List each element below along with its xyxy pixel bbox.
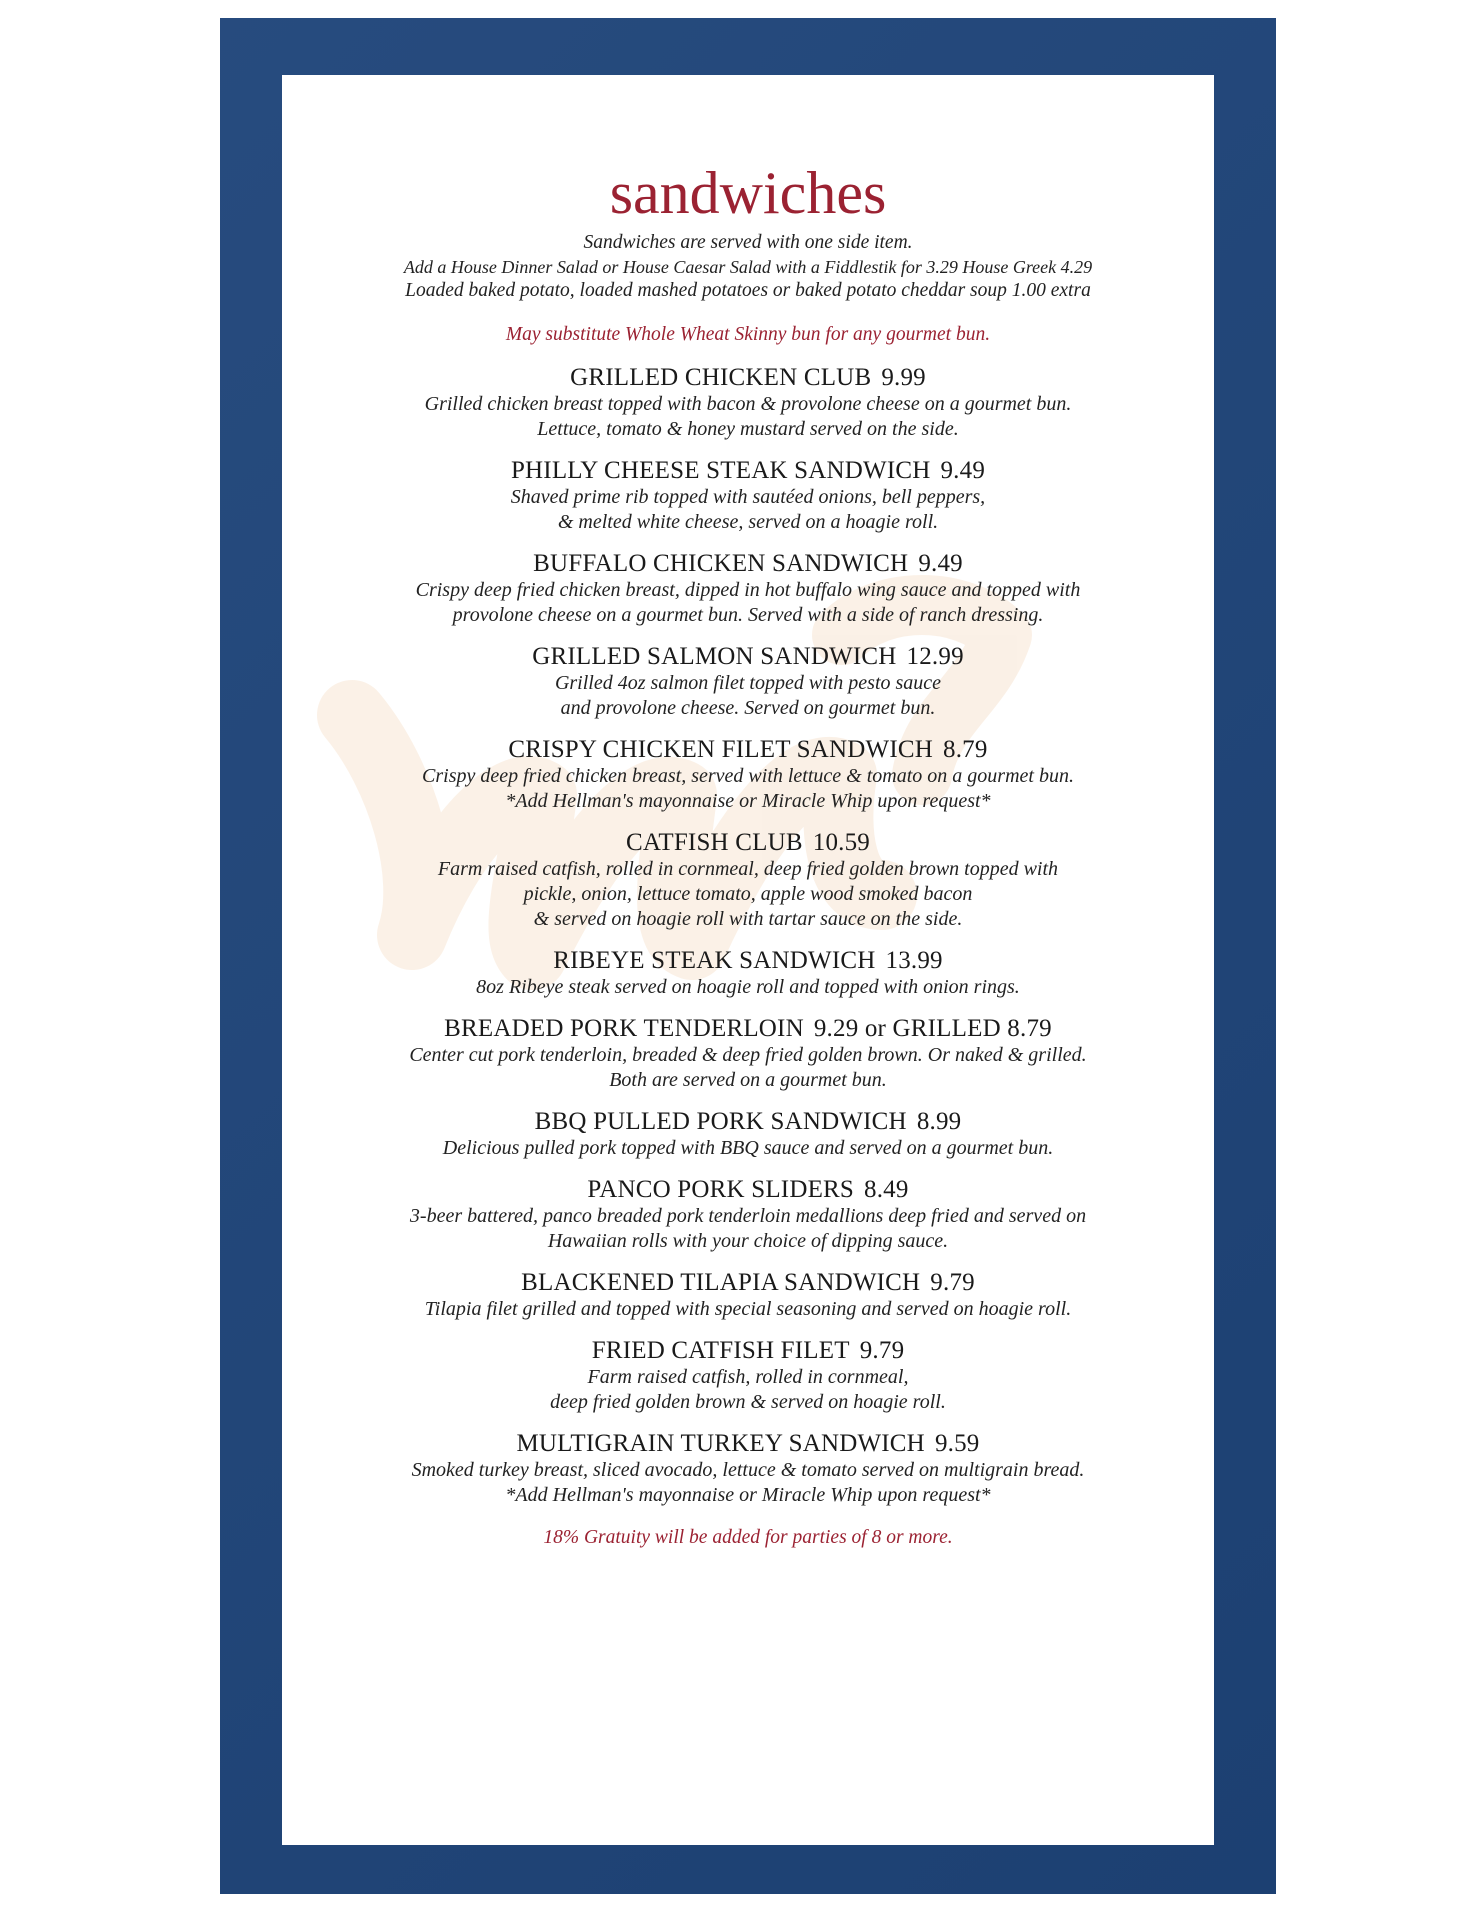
menu-item-price: 9.99 [881,364,926,391]
menu-item-name: CATFISH CLUB [626,829,803,856]
menu-item-name: BREADED PORK TENDERLOIN [444,1015,804,1042]
menu-item [282,1014,1214,1093]
menu-item-description: Tilapia filet grilled and topped with special seasoning and served on hoagie roll. [424,1298,1072,1320]
gratuity-note: 18% Gratuity will be added for parties of 8 or more. [543,1527,953,1548]
menu-item-description: 3-beer battered, panco breaded pork tenderloin medallions deep fried and served on [409,1205,1087,1227]
menu-item-description: *Add Hellman's mayonnaise or Miracle Whip upon request* [505,790,991,812]
menu-item [282,363,1214,442]
intro-potato-extra: Loaded baked potato, loaded mashed potatoes or baked potato cheddar soup 1.00 extra [405,280,1091,301]
menu-item-price: 9.59 [934,1430,980,1457]
menu-item-name: GRILLED CHICKEN CLUB [570,364,872,391]
intro-side-item: Sandwiches are served with one side item. [583,232,913,253]
menu-item-description: pickle, onion, lettuce tomato, apple wood smoked bacon [523,883,973,905]
menu-item [282,456,1214,535]
menu-item-name: PANCO PORK SLIDERS [587,1176,855,1203]
menu-item-heading [282,456,1214,485]
menu-item-price: 13.99 [885,947,943,974]
menu-item-heading [282,642,1214,671]
menu-page [282,75,1214,1845]
menu-item-heading [282,1107,1214,1136]
menu-item-description: & melted white cheese, served on a hoagie roll. [557,511,939,533]
menu-item-price: 12.99 [906,643,964,670]
menu-item-description: Crispy deep fried chicken breast, dipped in hot buffalo wing sauce and topped with [415,579,1081,601]
menu-item-description: Smoked turkey breast, sliced avocado, lettuce & tomato served on multigrain bread. [411,1459,1085,1481]
menu-item-description: Lettuce, tomato & honey mustard served on the side. [537,418,959,440]
menu-item-description: Center cut pork tenderloin, breaded & deep fried golden brown. Or naked & grilled. [409,1044,1087,1066]
menu-item [282,946,1214,1000]
menu-item-name: GRILLED SALMON SANDWICH [532,643,897,670]
intro-salad-addon: Add a House Dinner Salad or House Caesar Salad with a Fiddlestik for 3.29 House Greek 4.29 [403,257,1093,277]
menu-item-heading [282,735,1214,764]
menu-item-heading [282,946,1214,975]
menu-item-price: 9.49 [918,550,963,577]
menu-item-name: CRISPY CHICKEN FILET SANDWICH [508,736,933,763]
menu-item-description: Delicious pulled pork topped with BBQ sauce and served on a gourmet bun. [442,1137,1054,1159]
menu-item-description: & served on hoagie roll with tartar sauce on the side. [533,908,963,930]
menu-item-description: Crispy deep fried chicken breast, served with lettuce & tomato on a gourmet bun. [422,765,1074,787]
menu-item-price: 8.99 [916,1108,962,1135]
menu-item-price: 9.49 [940,457,986,484]
menu-item-description: Both are served on a gourmet bun. [609,1069,887,1091]
menu-item-name: RIBEYE STEAK SANDWICH [553,947,876,974]
menu-item [282,1336,1214,1415]
menu-item-price: 9.79 [859,1337,905,1364]
substitute-bun-note: May substitute Whole Wheat Skinny bun for any gourmet bun. [505,324,991,345]
menu-item-name: BUFFALO CHICKEN SANDWICH [533,550,909,577]
menu-item [282,642,1214,721]
menu-title: sandwiches [609,160,887,226]
menu-item-price: 10.59 [812,829,870,856]
menu-item-description: 8oz Ribeye steak served on hoagie roll and topped with onion rings. [476,976,1020,998]
menu-item-description: Hawaiian rolls with your choice of dipping sauce. [547,1230,949,1252]
menu-item-description: deep fried golden brown & served on hoagie roll. [550,1391,946,1413]
menu-item [282,1429,1214,1508]
menu-item [282,549,1214,628]
menu-item-description: Shaved prime rib topped with sautéed onions, bell peppers, [510,486,986,508]
menu-item-name: FRIED CATFISH FILET [591,1337,850,1364]
menu-item-price: 9.29 or GRILLED 8.79 [813,1015,1052,1042]
menu-item-name: MULTIGRAIN TURKEY SANDWICH [516,1430,925,1457]
menu-item-heading [282,828,1214,857]
sandwich-list [282,363,1214,1508]
menu-item-name: PHILLY CHEESE STEAK SANDWICH [510,457,931,484]
menu-item-price: 8.79 [943,736,988,763]
menu-item-heading [282,549,1214,578]
menu-item [282,1268,1214,1322]
menu-item-price: 8.49 [864,1176,909,1203]
menu-item-heading [282,1268,1214,1297]
menu-item [282,1175,1214,1254]
menu-item [282,1107,1214,1161]
menu-item-heading [282,1429,1214,1458]
menu-item-description: Farm raised catfish, rolled in cornmeal, [587,1366,909,1388]
menu-item-heading [282,363,1214,392]
menu-item-description: Grilled 4oz salmon filet topped with pesto sauce [554,672,942,694]
menu-item-description: Farm raised catfish, rolled in cornmeal, deep fried golden brown topped with [437,858,1059,880]
menu-item [282,828,1214,932]
menu-item-description: Grilled chicken breast topped with bacon & provolone cheese on a gourmet bun. [424,393,1072,415]
menu-item-price: 9.79 [930,1269,975,1296]
menu-item-description: provolone cheese on a gourmet bun. Served with a side of ranch dressing. [452,604,1044,626]
menu-item [282,735,1214,814]
menu-item-name: BLACKENED TILAPIA SANDWICH [521,1269,921,1296]
menu-item-heading [282,1336,1214,1365]
menu-item-description: and provolone cheese. Served on gourmet bun. [560,697,936,719]
menu-item-description: *Add Hellman's mayonnaise or Miracle Whip upon request* [505,1484,991,1506]
menu-item-heading [282,1175,1214,1204]
menu-content [282,75,1214,1550]
menu-item-heading [282,1014,1214,1043]
menu-item-name: BBQ PULLED PORK SANDWICH [534,1108,907,1135]
